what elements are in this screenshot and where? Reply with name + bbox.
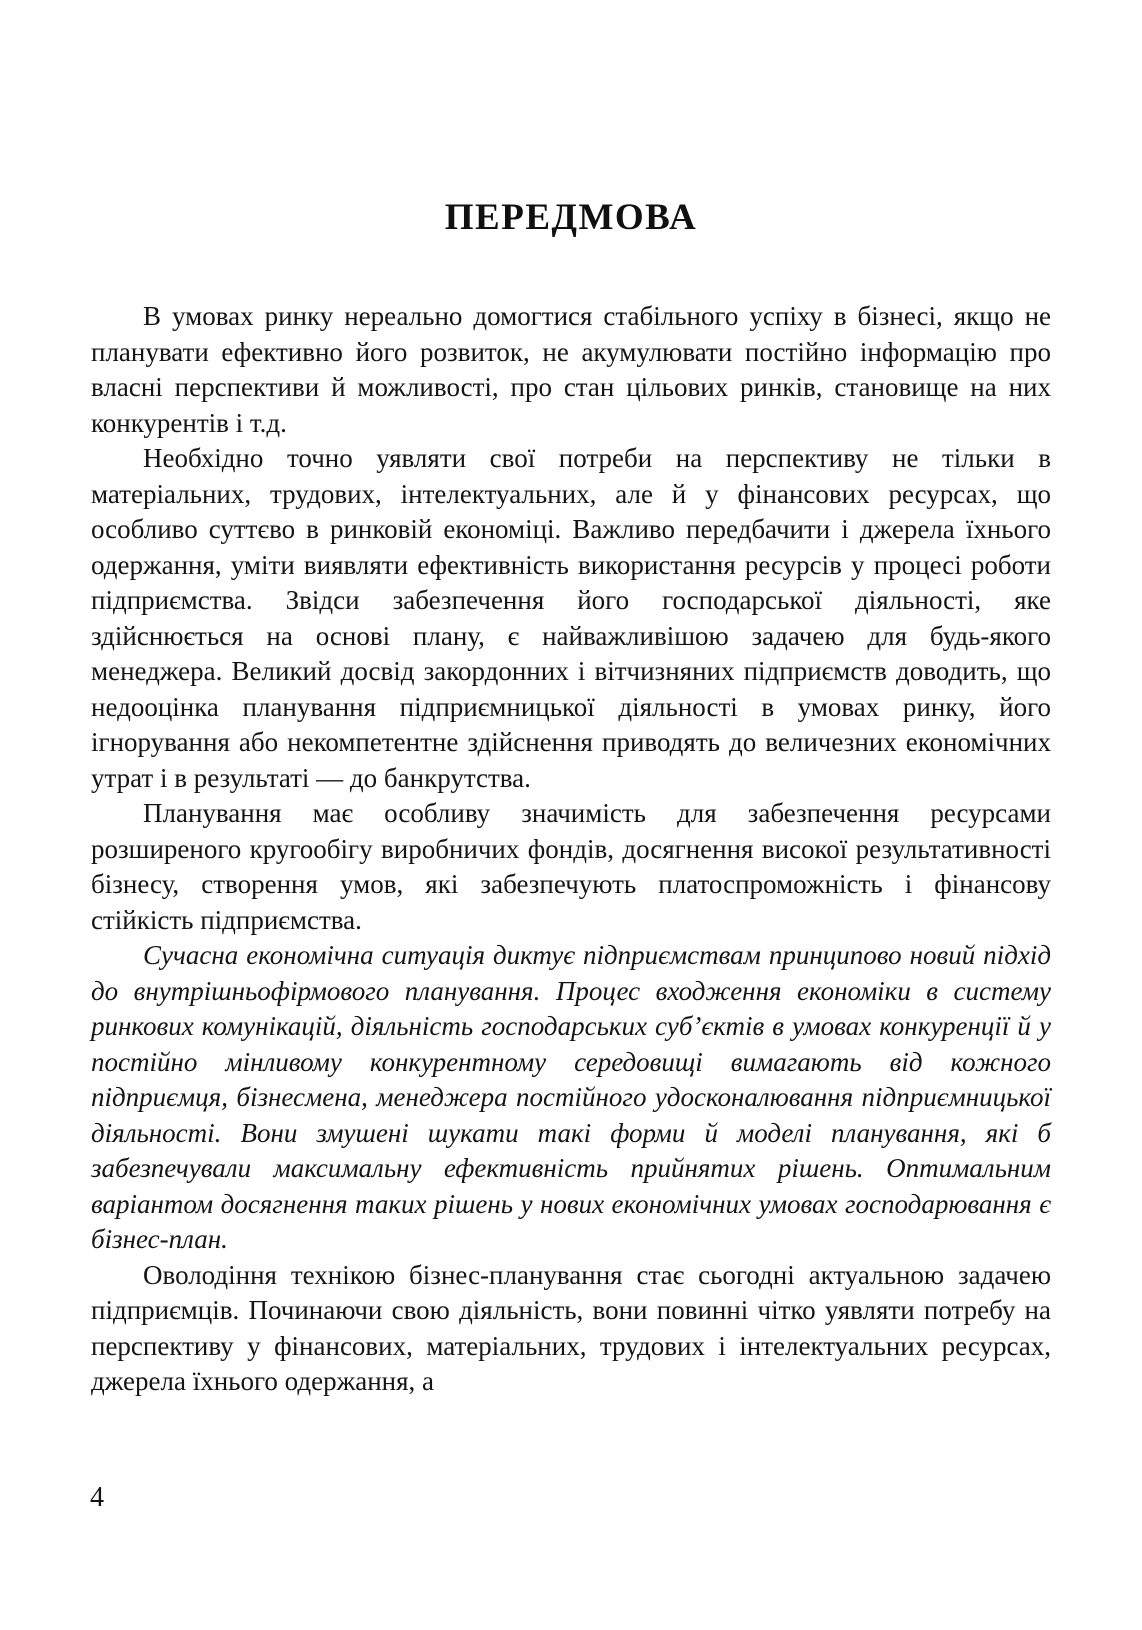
body-text: [91, 299, 1051, 1400]
paragraph-4-italic: Сучасна економічна ситуація диктує підприємствам принципово новий підхід до внутрішньофірмового планування. Процес входження економіки в систему ринкових комунікацій, діяльність господарських суб’єктів в умовах конкуренції й у постійно мінливому конкурентному середовищі вимагають від кожного підприємця, бізнесмена, менеджера постійного удосконалювання підприємницької діяльності. Вони змушені шукати такі форми й моделі планування, які б забезпечували максимальну ефективність прийнятих рішень. Оптимальним варіантом досягнення таких рішень у нових економічних умовах господарювання є бізнес-план.: [91, 940, 1051, 1254]
paragraph-3: Планування має особливу значимість для забезпечення ресурсами розширеного кругообігу виробничих фондів, досягнення високої результативності бізнесу, створення умов, які забезпечують платоспроможність і фінансову стійкість підприємства.: [91, 798, 1051, 935]
paragraph-2: Необхідно точно уявляти свої потреби на перспективу не тільки в матеріальних, трудових, інтелектуальних, але й у фінансових ресурсах, що особливо суттєво в ринковій економіці. Важливо передбачити і джерела їхнього одержання, уміти виявляти ефективність використання ресурсів у процесі роботи підприємства. Звідси забезпечення його господарської діяльності, яке здійснюється на основі плану, є найважливішою задачею для будь-якого менеджера. Великий досвід закордонних і вітчизняних підприємств доводить, що недооцінка планування підприємницької діяльності в умовах ринку, його ігнорування або некомпетентне здійснення приводять до величезних економічних утрат і в результаті — до банкрутства.: [91, 443, 1051, 793]
page-title: ПЕРЕДМОВА: [444, 197, 698, 238]
paragraph-1: В умовах ринку нереально домогтися стабільного успіху в бізнесі, якщо не планувати ефективно його розвиток, не акумулювати постійно інформацію про власні перспективи й можливості, про стан цільових ринків, становище на них конкурентів і т.д.: [91, 301, 1051, 438]
paragraph-5: Оволодіння технікою бізнес-планування стає сьогодні актуальною задачею підприємців. Починаючи свою діяльність, вони повинні чітко уявляти потребу на перспективу у фінансових, матеріальних, трудових і інтелектуальних ресурсах, джерела їхнього одержання, а: [91, 1259, 1051, 1396]
page-number: 4: [90, 1482, 104, 1513]
